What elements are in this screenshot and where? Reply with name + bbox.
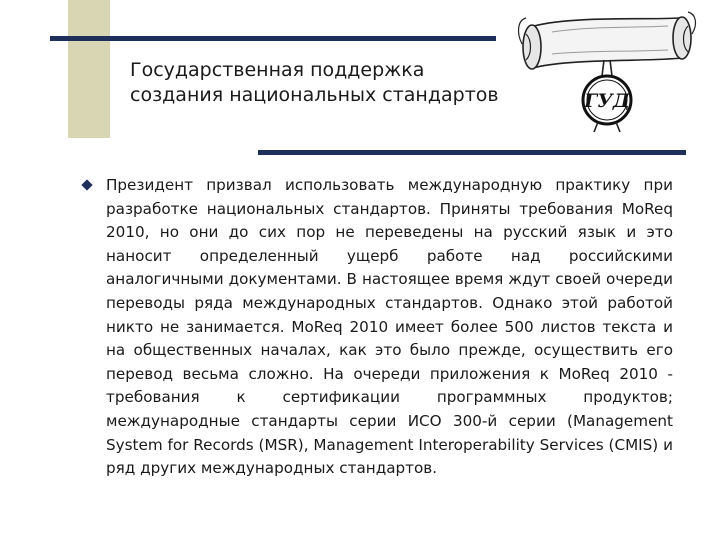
body-paragraph: Президент призвал использовать международную практику при разработке национальных стандартов. Приняты требования MoReq 2010, но они до сих пор не переведены на русский язык и это наносит определенный ущерб работе над российскими аналогичными документами. В настоящее время ждут своей очереди переводы ряда международных стандартов. Однако этой работой никто не занимается. MoReq 2010 имеет более 500 листов текста и на общественных началах, как это было прежде, осуществить его перевод весьма сложно. На очереди приложения к MoReq 2010 - требования к сертификации программных продуктов; международные стандарты серии ИСО 300-й серии (Management System for Records (MSR), Management Interoperability Services (CMIS) и ряд других международных стандартов. xyxy=(106,176,673,478)
bullet-icon xyxy=(81,179,92,190)
slide-title xyxy=(130,58,510,108)
seal-text: ГУД xyxy=(584,90,630,112)
title-bottom-rule xyxy=(258,150,686,155)
scroll-seal-icon xyxy=(512,4,702,136)
title-top-rule xyxy=(50,36,496,41)
slide-title-line-2: создания национальных стандартов xyxy=(130,84,499,106)
decorative-side-bar xyxy=(68,0,110,138)
slide-title-line-1: Государственная поддержка xyxy=(130,59,425,81)
